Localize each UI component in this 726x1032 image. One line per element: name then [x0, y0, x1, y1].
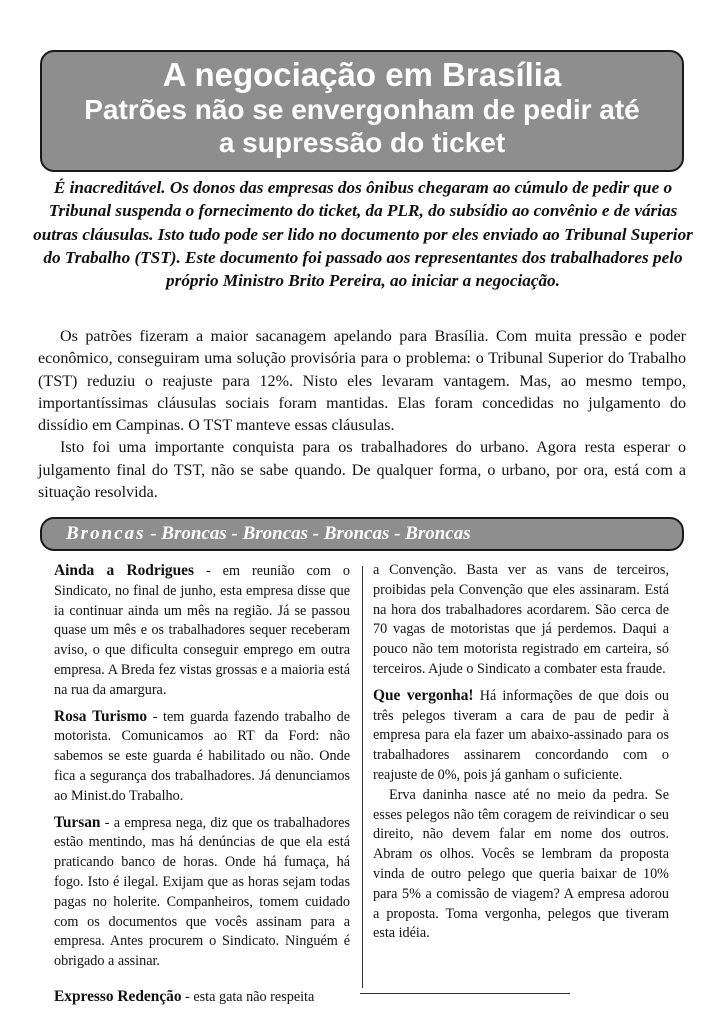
headline-subtitle-line2: a supressão do ticket	[218, 127, 506, 158]
item-expresso-redencao-text: - esta gata não respeita	[181, 989, 315, 1005]
item-expresso-redencao	[54, 987, 454, 1008]
item-tursan	[54, 813, 350, 972]
broncas-rest: - Broncas - Broncas - Broncas - Broncas	[145, 523, 471, 544]
item-continuation: a Convenção. Basta ver as vans de terceiros, proibidas pela Convenção que eles assinaram. Está na hora dos trabalhadores acordarem. São cerca de 70 vagas de motoristas que já perdemos. Daqui a pouco não tem motorista registrado em carteira, só terceiros. Ajude o Sindicato a combater esta fraude.	[373, 562, 669, 677]
broncas-section-bar	[40, 517, 684, 551]
intro-paragraph-2: Isto foi uma importante conquista para os trabalhadores do urbano. Agora resta esperar o julgamento final do TST, não se sabe quando. De qualquer forma, o urbano, por ora, está com a situação resolvida.	[38, 439, 686, 502]
column-divider	[362, 566, 363, 988]
item-expresso-redencao-heading: Expresso Redenção	[54, 988, 182, 1005]
item-tursan-text: - a empresa nega, diz que os trabalhadores estão mentindo, mas há denúncias de que ela está praticando banco de horas. Onde há fumaça, há fogo. Isto é ilegal. Exijam que as horas sejam todas pagas no holerite. Companheiros, tomem cuidado com os documentos que vocês assinam para a empresa. Antes procurem o Sindicato. Ninguém é obrigado a assinar.	[54, 814, 350, 970]
bottom-rule	[360, 993, 570, 994]
item-rodrigues-heading: Ainda a Rodrigues	[54, 562, 195, 579]
item-que-vergonha-heading: Que vergonha!	[373, 686, 474, 704]
intro-text	[38, 326, 686, 504]
item-rodrigues	[54, 561, 350, 701]
item-rosa-turismo-text: - tem guarda fazendo trabalho de motorista. Comunicamos ao RT da Ford: não sabemos se este guarda é habilitado ou não. Onde fica a segurança dos trabalhadores. Já denunciamos ao Minist.do Trabalho.	[54, 708, 350, 804]
intro-paragraph-1: Os patrões fizeram a maior sacanagem apelando para Brasília. Com muita pressão e poder econômico, conseguiram uma solução provisória para o problema: o Tribunal Superior do Trabalho (TST) reduziu o reajuste para 12%. Nisto eles levaram vantagem. Mas, ao mesmo tempo, importantíssimas cláusulas sociais foram mantidas. Elas foram concedidas no julgamento do dissídio em Campinas. O TST manteve essas cláusulas.	[38, 328, 686, 435]
headline-box	[40, 50, 684, 172]
item-erva-daninha: Erva daninha nasce até no meio da pedra. Se esses pelegos não têm coragem de reivindicar o seu direito, não devem falar em nome dos outros. Abram os olhos. Vocês se lembram da proposta vinda de outro pelego que queria baixar de 10% para 5% a comissão de viagem? A empresa adorou a proposta. Toma vergonha, pelegos que tiveram esta idéia.	[373, 786, 669, 942]
headline-title: A negociação em Brasília	[162, 56, 562, 93]
left-column	[54, 561, 350, 972]
headline-subtitle-line1: Patrões não se envergonham de pedir até	[84, 94, 640, 125]
item-rosa-turismo	[54, 707, 350, 807]
item-que-vergonha-text: Há informações de que dois ou três pelegos tiveram a cara de pau de pedir à empresa para ela fazer um abaixo-assinado para os trabalhadores assinarem concordando com o reajuste de 0%, pois já ganham o suficiente.	[373, 687, 669, 783]
item-rodrigues-text: - em reunião com o Sindicato, no final de junho, esta empresa disse que ia continuar ainda um mês na região. Já se passou quase um mês e os trabalhadores sequer receberam aviso, o que dificulta conseguir emprego em outra empresa. A Breda fez vistas grossas e a maioria está na rua da amargura.	[54, 563, 351, 698]
lead-paragraph: É inacreditável. Os donos das empresas dos ônibus chegaram ao cúmulo de pedir que o Tribunal suspenda o fornecimento do ticket, da PLR, do subsídio ao convênio e de várias outras cláusulas. Isto tudo pode ser lido no documento por eles enviado ao Tribunal Superior do Trabalho (TST). Este documento foi passado aos representantes dos trabalhadores pelo próprio Ministro Brito Pereira, ao iniciar a negociação.	[33, 178, 693, 291]
right-column	[373, 561, 669, 944]
item-tursan-heading: Tursan	[54, 813, 101, 831]
broncas-first: Broncas	[66, 523, 146, 544]
item-rosa-turismo-heading: Rosa Turismo	[54, 707, 148, 725]
item-que-vergonha	[373, 686, 669, 786]
